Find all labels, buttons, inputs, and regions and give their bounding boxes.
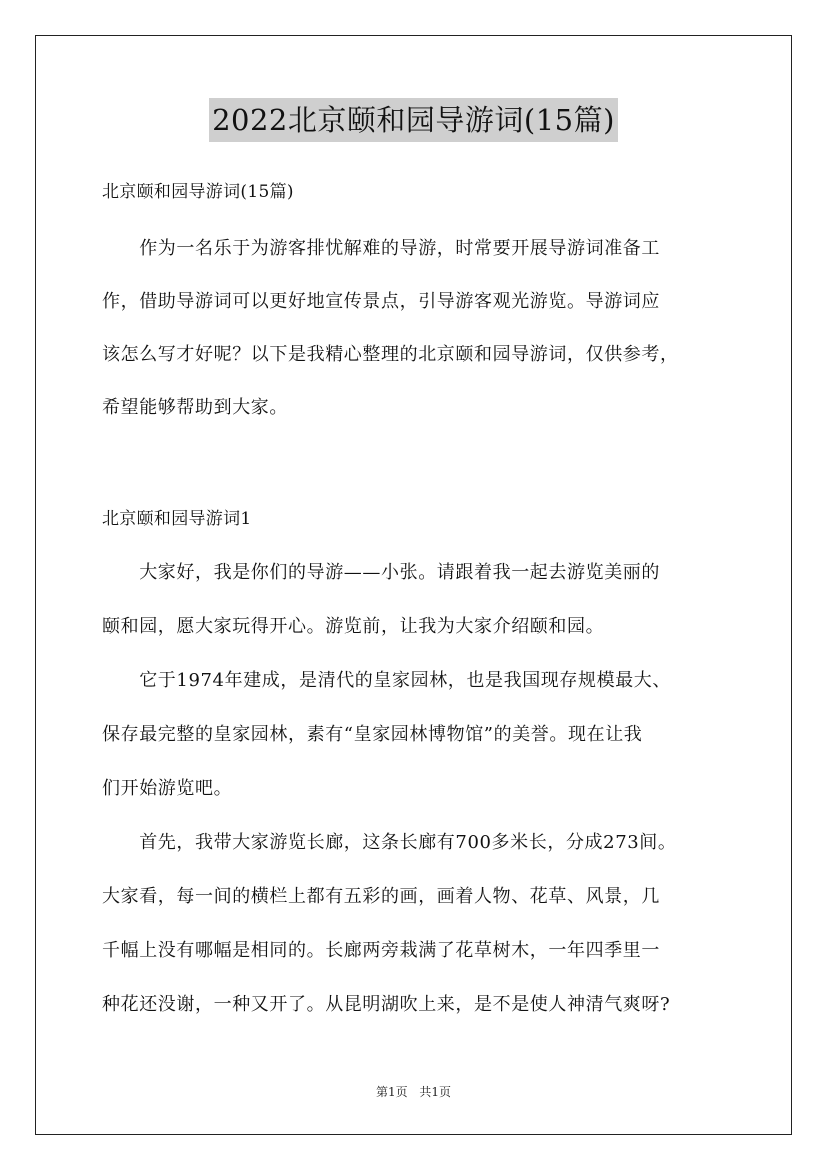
body-line: 首先，我带大家游览长廊，这条长廊有700多米长，分成273间。 [102,832,677,853]
intro-line: 该怎么写才好呢？以下是我精心整理的北京颐和园导游词，仅供参考， [102,344,679,365]
body-line: 们开始游览吧。 [102,778,233,799]
document-title: 2022北京颐和园导游词(15篇) [209,98,618,142]
body-line: 保存最完整的皇家园林，素有“皇家园林博物馆”的美誉。现在让我 [102,724,643,745]
body-line: 大家好，我是你们的导游——小张。请跟着我一起去游览美丽的 [102,562,660,583]
intro-line: 作为一名乐于为游客排忧解难的导游，时常要开展导游词准备工 [102,238,660,259]
document-subtitle: 北京颐和园导游词(15篇) [102,182,294,202]
title-container [0,98,827,142]
page-total: 共1页 [419,1085,452,1099]
body-line: 它于1974年建成，是清代的皇家园林，也是我国现存规模最大、 [102,670,672,691]
page-number: 第1页 [375,1085,408,1099]
page-footer [0,1083,827,1100]
body-line: 大家看，每一间的横栏上都有五彩的画，画着人物、花草、风景，几 [102,886,660,907]
intro-line: 希望能够帮助到大家。 [102,397,288,418]
body-line: 颐和园，愿大家玩得开心。游览前，让我为大家介绍颐和园。 [102,616,605,637]
body-line: 千幅上没有哪幅是相同的。长廊两旁栽满了花草树木，一年四季里一 [102,940,660,961]
body-line: 种花还没谢，一种又开了。从昆明湖吹上来，是不是使人神清气爽呀? [102,994,671,1015]
intro-line: 作，借助导游词可以更好地宣传景点，引导游客观光游览。导游词应 [102,291,660,312]
section-heading: 北京颐和园导游词1 [102,509,252,529]
